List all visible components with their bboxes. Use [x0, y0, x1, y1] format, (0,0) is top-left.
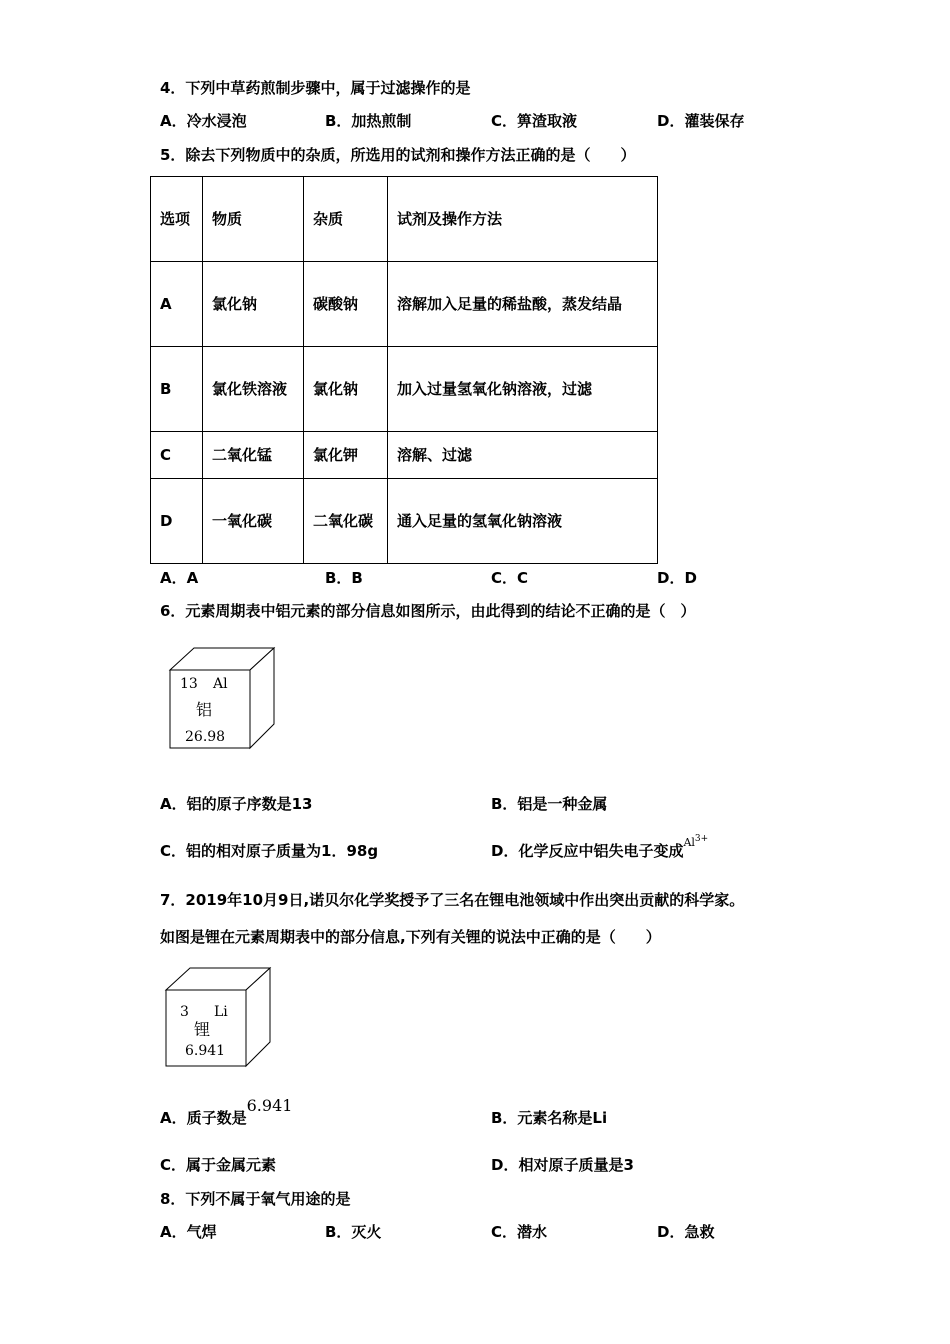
q8-option-c: C．潜水 — [491, 1223, 548, 1241]
ion-charge: 3+ — [694, 834, 709, 844]
q7-option-a — [160, 1096, 293, 1128]
cell-method: 加入过量氢氧化钠溶液，过滤 — [388, 347, 658, 432]
atomic-number: 13 — [180, 676, 198, 692]
lithium-element-tile — [164, 966, 274, 1070]
q4-option-c: C．箅渣取液 — [491, 112, 578, 130]
element-name: 铝 — [196, 700, 213, 719]
q7-option-b: B．元素名称是Li — [491, 1109, 608, 1127]
table-row — [151, 262, 658, 347]
q5-option-a: A．A — [160, 569, 199, 587]
atomic-mass: 6.941 — [185, 1043, 226, 1059]
q7-option-d: D．相对原子质量是3 — [491, 1156, 634, 1174]
ion-symbol: Al — [683, 836, 695, 849]
cell-option: D — [151, 479, 203, 564]
cell-substance: 氯化钠 — [203, 262, 304, 347]
q4-stem: 4．下列中草药煎制步骤中，属于过滤操作的是 — [160, 79, 471, 97]
header-method: 试剂及操作方法 — [388, 177, 658, 262]
atomic-number: 3 — [180, 1004, 189, 1020]
q8-option-d: D．急救 — [657, 1223, 715, 1241]
aluminum-ion — [683, 836, 708, 849]
aluminum-element-tile — [168, 646, 278, 752]
q5-stem: 5．除去下列物质中的杂质，所选用的试剂和操作方法正确的是（ ） — [160, 146, 636, 164]
q6-option-b: B．铝是一种金属 — [491, 795, 608, 813]
cell-method: 溶解加入足量的稀盐酸，蒸发结晶 — [388, 262, 658, 347]
q5-table — [150, 176, 658, 564]
table-row — [151, 479, 658, 564]
q7-option-a-value: 6.941 — [246, 1096, 293, 1115]
table-row — [151, 347, 658, 432]
element-symbol: Al — [213, 676, 228, 692]
cell-method: 通入足量的氢氧化钠溶液 — [388, 479, 658, 564]
cell-impurity: 氯化钾 — [304, 432, 388, 479]
q4-option-b: B．加热煎制 — [325, 112, 412, 130]
header-substance: 物质 — [203, 177, 304, 262]
cell-option: B — [151, 347, 203, 432]
cell-option: A — [151, 262, 203, 347]
q7-stem-line2: 如图是锂在元素周期表中的部分信息,下列有关锂的说法中正确的是（ ） — [160, 928, 661, 946]
q8-option-b: B．灭火 — [325, 1223, 382, 1241]
table-header-row — [151, 177, 658, 262]
q6-option-c: C．铝的相对原子质量为1．98g — [160, 842, 379, 860]
q7-option-c: C．属于金属元素 — [160, 1156, 277, 1174]
element-name: 锂 — [194, 1020, 211, 1039]
cell-substance: 二氧化锰 — [203, 432, 304, 479]
cell-substance: 氯化铁溶液 — [203, 347, 304, 432]
q4-option-a: A．冷水浸泡 — [160, 112, 247, 130]
header-impurity: 杂质 — [304, 177, 388, 262]
element-symbol: Li — [214, 1004, 228, 1020]
cell-impurity: 氯化钠 — [304, 347, 388, 432]
q5-option-d: D．D — [657, 569, 697, 587]
q7-stem-line1: 7．2019年10月9日,诺贝尔化学奖授予了三名在锂电池领域中作出突出贡献的科学家。 — [160, 891, 745, 909]
q7-option-a-text: A．质子数是 — [160, 1109, 247, 1127]
q8-stem: 8．下列不属于氧气用途的是 — [160, 1190, 351, 1208]
q6-stem: 6．元素周期表中铝元素的部分信息如图所示，由此得到的结论不正确的是（ ） — [160, 602, 696, 620]
cell-method: 溶解、过滤 — [388, 432, 658, 479]
q4-option-d: D．灌装保存 — [657, 112, 745, 130]
q8-option-a: A．气焊 — [160, 1223, 217, 1241]
q6-option-a: A．铝的原子序数是13 — [160, 795, 313, 813]
cell-impurity: 碳酸钠 — [304, 262, 388, 347]
table-row — [151, 432, 658, 479]
atomic-mass: 26.98 — [185, 729, 226, 745]
q5-option-c: C．C — [491, 569, 529, 587]
cell-substance: 一氧化碳 — [203, 479, 304, 564]
header-option: 选项 — [151, 177, 203, 262]
q6-option-d — [491, 834, 709, 864]
cell-impurity: 二氧化碳 — [304, 479, 388, 564]
q5-option-b: B．B — [325, 569, 363, 587]
q6-option-d-text: D．化学反应中铝失电子变成 — [491, 842, 684, 860]
cell-option: C — [151, 432, 203, 479]
